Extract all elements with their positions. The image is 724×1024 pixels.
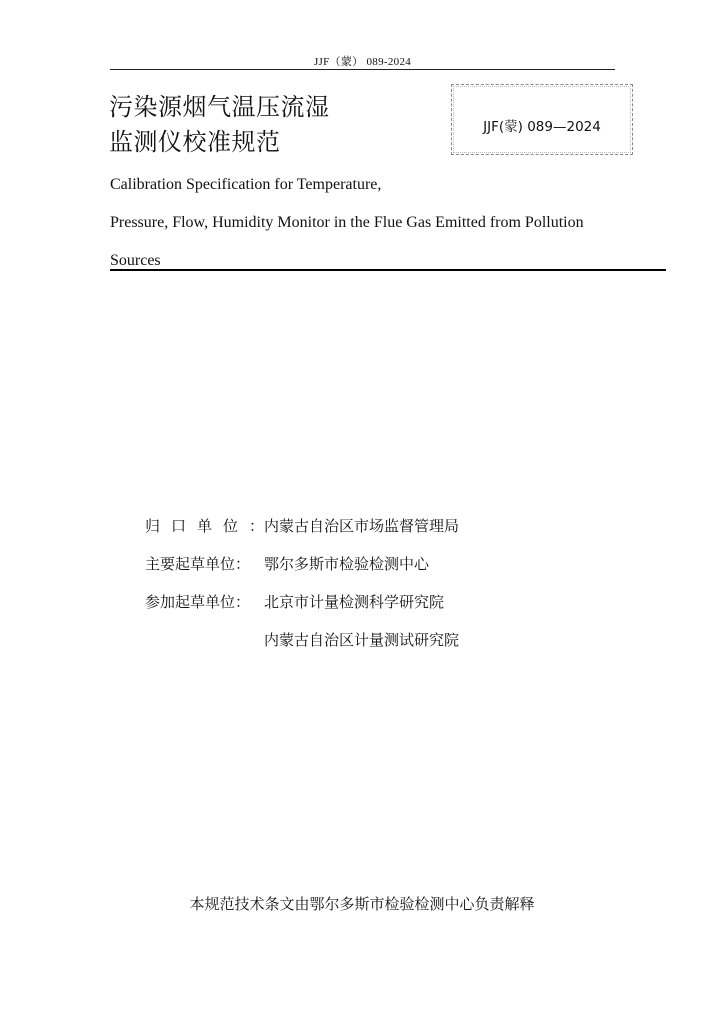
header-rule — [110, 69, 615, 70]
title-divider — [110, 269, 666, 271]
english-title-line-2: Pressure, Flow, Humidity Monitor in the Flue Gas Emitted from Pollution — [110, 214, 584, 231]
unit-value: 内蒙古自治区市场监督管理局 — [264, 517, 460, 535]
running-header: JJF（蒙） 089-2024 — [313, 56, 412, 68]
unit-label: 参加起草单位： — [145, 593, 251, 611]
interpretation-note: 本规范技术条文由鄂尔多斯市检验检测中心负责解释 — [189, 895, 535, 913]
specification-code: JJF(蒙) 089—2024 — [483, 119, 601, 135]
unit-label: 归口单位： — [145, 517, 276, 535]
chinese-title — [109, 90, 330, 160]
english-title-line-1: Calibration Specification for Temperature, — [110, 176, 382, 193]
unit-value: 内蒙古自治区计量测试研究院 — [264, 631, 460, 649]
chinese-title-line-2: 监测仪校准规范 — [109, 128, 281, 156]
english-title-line-3: Sources — [110, 252, 161, 269]
unit-label: 主要起草单位： — [145, 555, 251, 573]
unit-value: 鄂尔多斯市检验检测中心 — [264, 555, 430, 573]
chinese-title-line-1: 污染源烟气温压流湿 — [109, 93, 330, 121]
specification-code-box — [451, 84, 633, 155]
unit-value: 北京市计量检测科学研究院 — [264, 593, 445, 611]
english-title — [110, 166, 650, 280]
